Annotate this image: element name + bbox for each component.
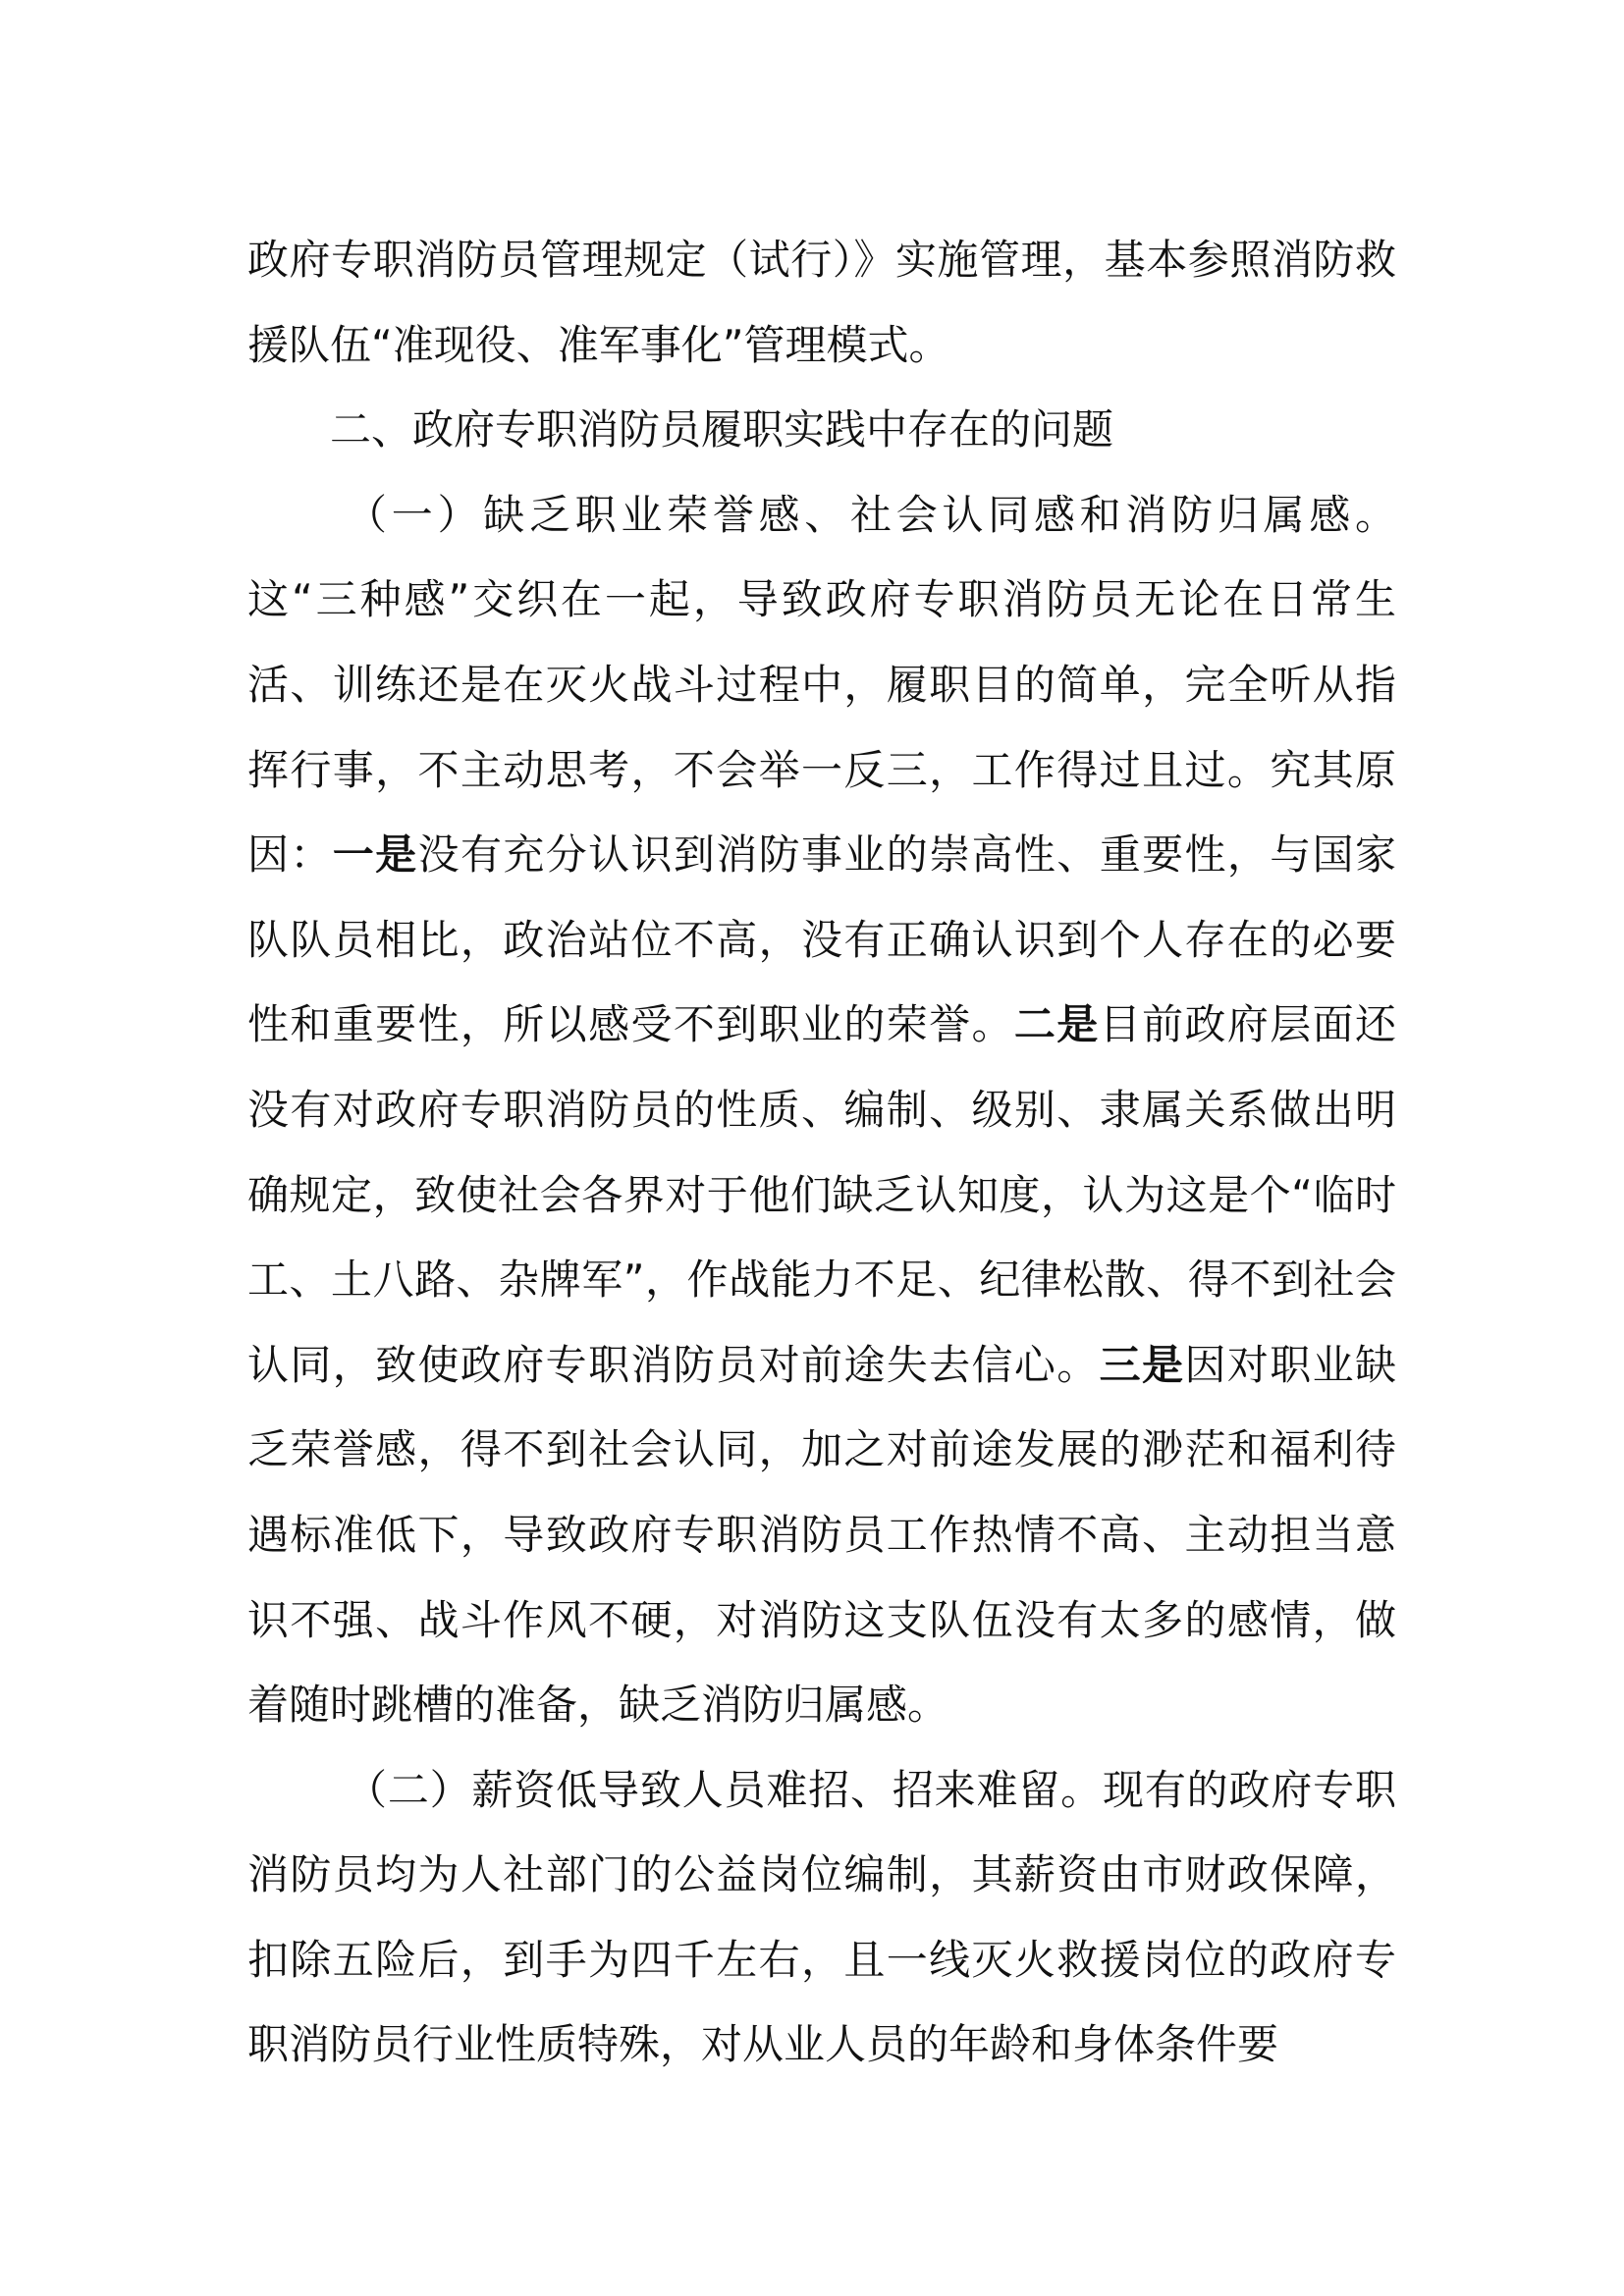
issue-1-lead: （一）缺乏职业荣誉感、社会认同感和消防归属感。这“三种感”交织在一起，导致政府专职消防员无论在日常生活、训练还是在灭火战斗过程中，履职目的简单，完全听从指挥行事，不主动思考，不会举一反三，工作得过且过。究其原因： <box>247 490 1396 880</box>
section-heading-2: 二、政府专职消防员履职实践中存在的问题 <box>330 405 1114 454</box>
paragraph-issue-1 <box>247 473 1396 1748</box>
point-2-label: 二是 <box>1013 1000 1100 1049</box>
point-1-label: 一是 <box>332 830 418 880</box>
paragraph-continuation: 政府专职消防员管理规定（试行）》实施管理，基本参照消防救援队伍“准现役、准军事化”管理模式。 <box>247 236 1396 369</box>
paragraph-issue-2: （二）薪资低导致人员难招、招来难留。现有的政府专职消防员均为人社部门的公益岗位编制，其薪资由市财政保障，扣除五险后，到手为四千左右，且一线灭火救援岗位的政府专职消防员行业性质特殊，对从业人员的年龄和身体条件要 <box>247 1765 1396 2069</box>
point-2-text: 目前政府层面还没有对政府专职消防员的性质、编制、级别、隶属关系做出明确规定，致使社会各界对于他们缺乏认知度，认为这是个“临时工、土八路、杂牌军”，作战能力不足、纪律松散、得不到社会认同，致使政府专职消防员对前途失去信心。 <box>247 1000 1396 1389</box>
point-3-label: 三是 <box>1099 1340 1185 1389</box>
point-1-text: 没有充分认识到消防事业的崇高性、重要性，与国家队队员相比，政治站位不高，没有正确认识到个人存在的必要性和重要性，所以感受不到职业的荣誉。 <box>247 830 1396 1049</box>
point-3-text: 因对职业缺乏荣誉感，得不到社会认同，加之对前途发展的渺茫和福利待遇标准低下，导致政府专职消防员工作热情不高、主动担当意识不强、战斗作风不硬，对消防这支队伍没有太多的感情，做着随时跳槽的准备，缺乏消防归属感。 <box>247 1340 1396 1730</box>
document-page <box>247 218 1396 2088</box>
